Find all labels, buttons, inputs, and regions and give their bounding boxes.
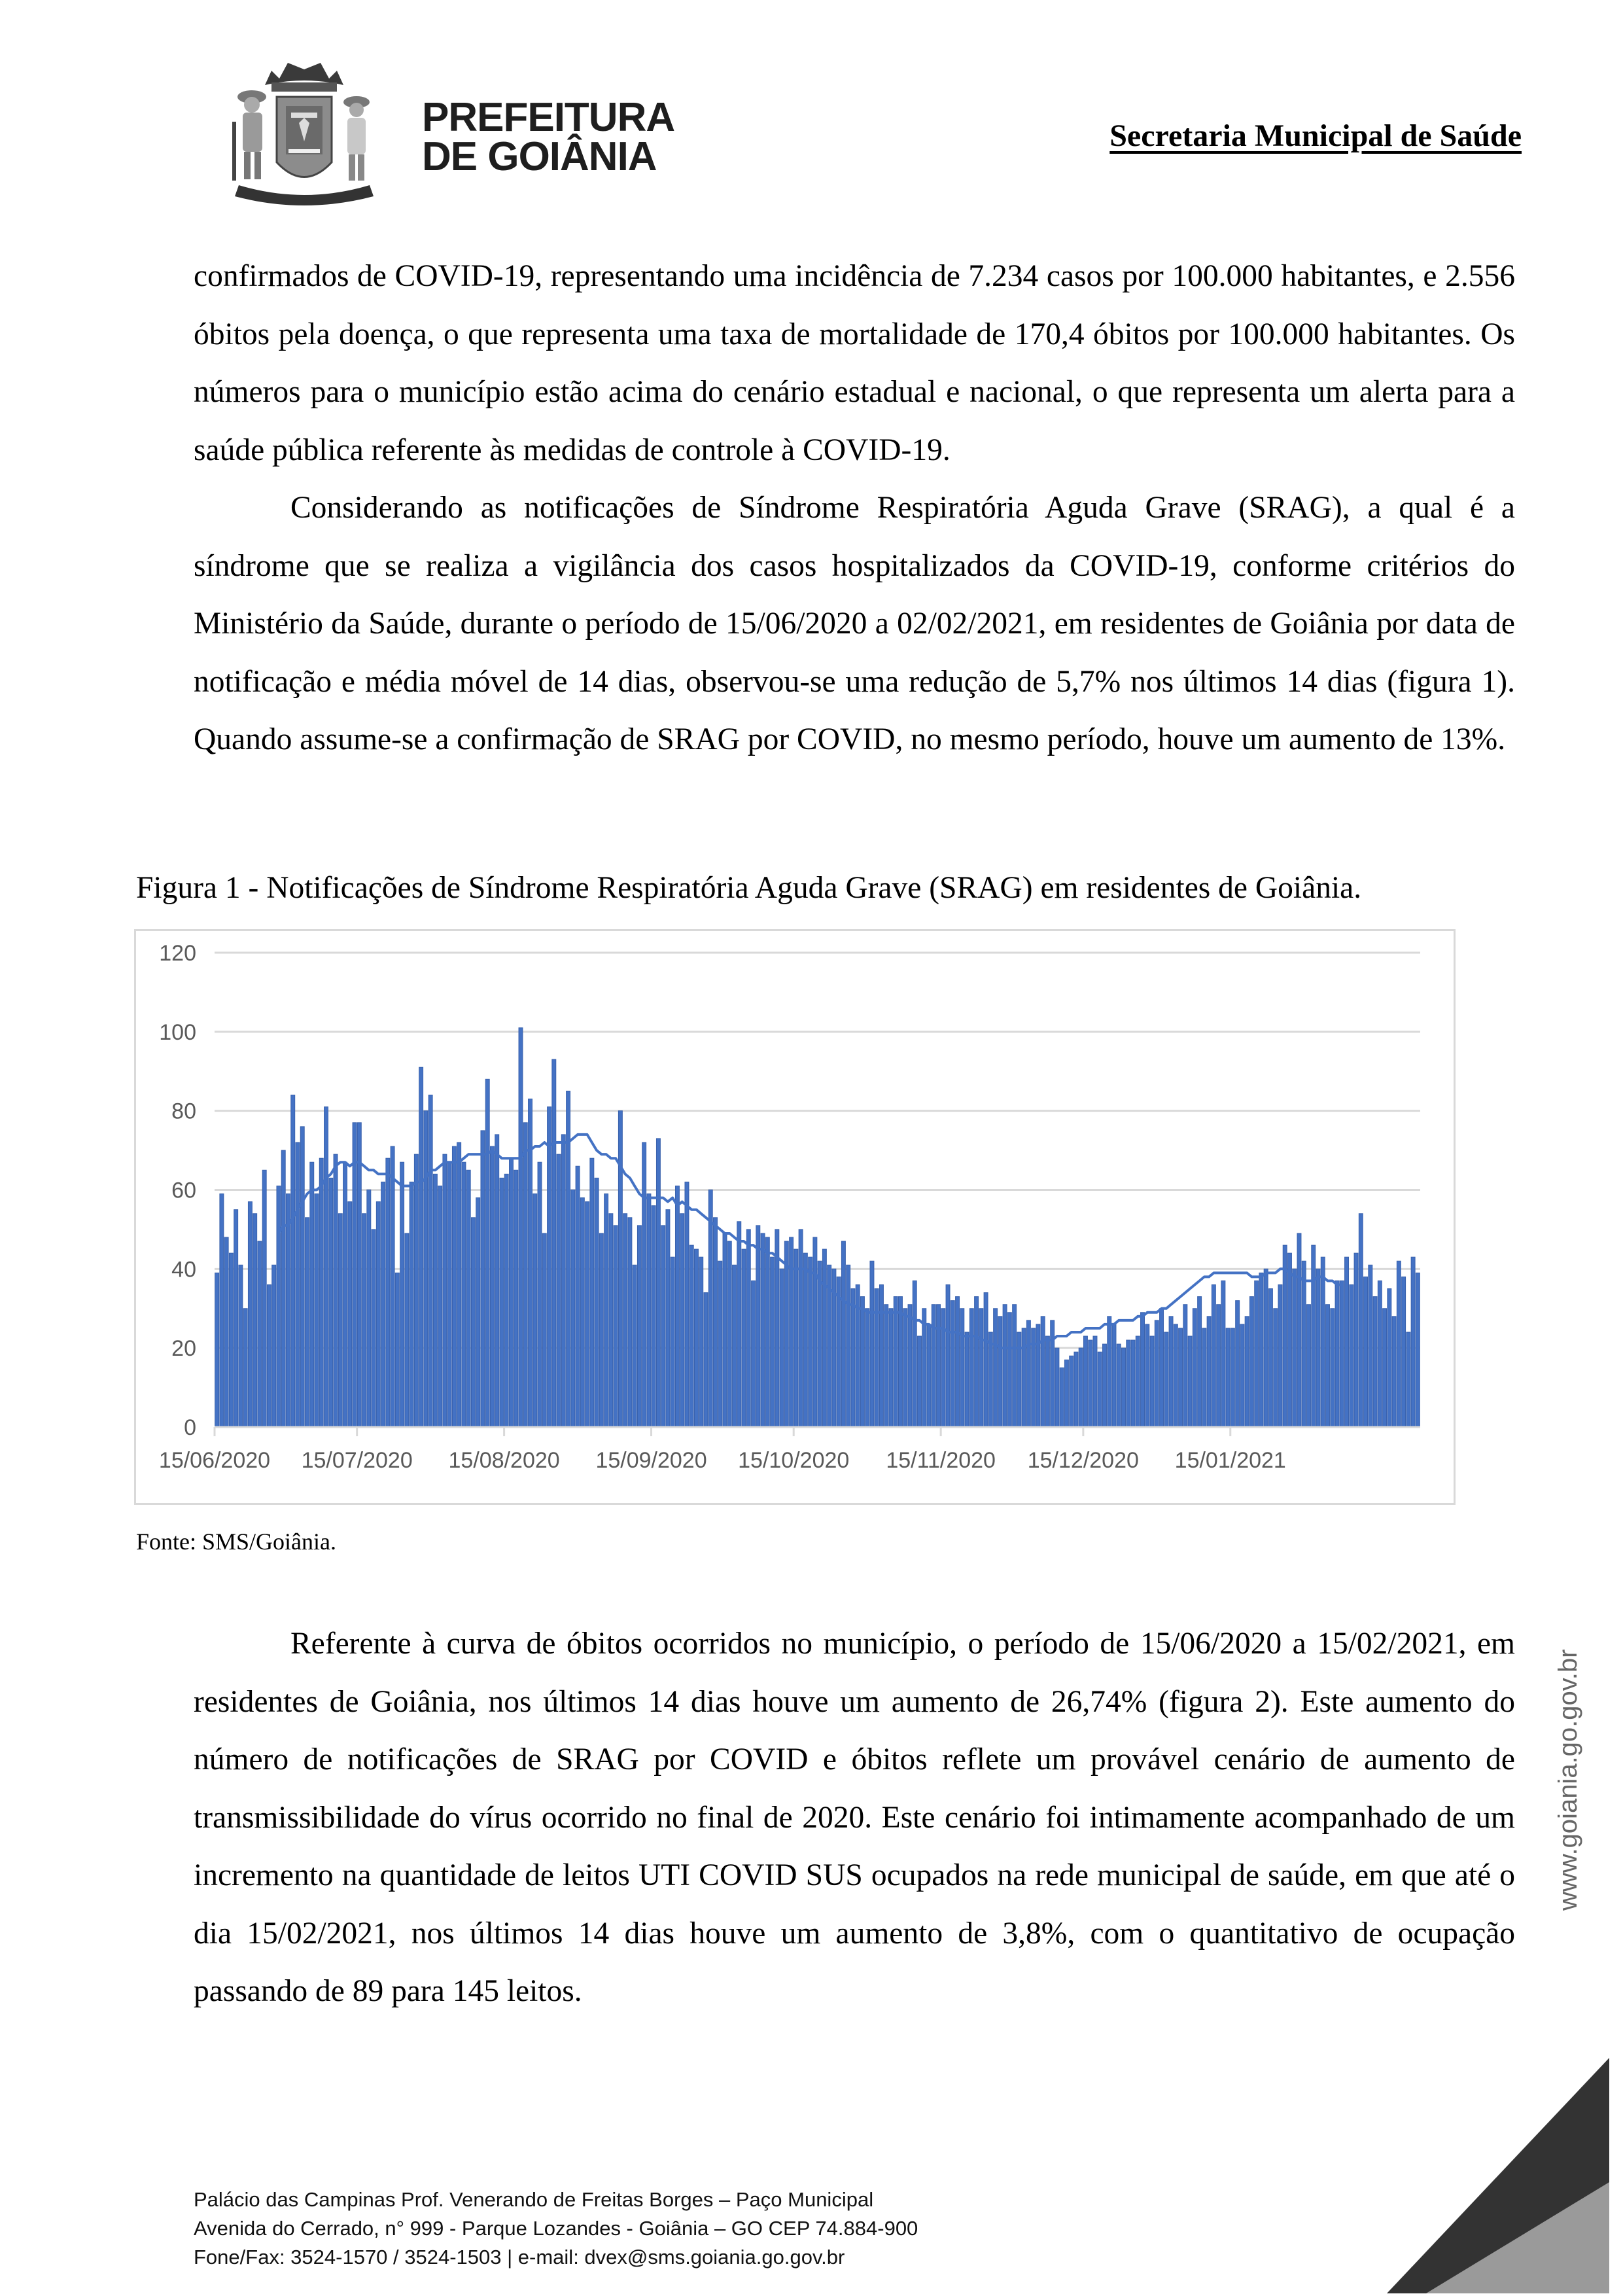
chart-bar	[1041, 1316, 1045, 1427]
chart-bar	[395, 1273, 399, 1427]
chart-bar	[652, 1206, 655, 1427]
bar-line-chart	[136, 931, 1454, 1503]
chart-bar	[1126, 1340, 1130, 1427]
chart-bar	[737, 1222, 741, 1427]
chart-bar	[267, 1285, 271, 1428]
chart-bar	[756, 1226, 760, 1427]
chart-bar	[708, 1190, 712, 1428]
chart-bar	[239, 1265, 243, 1427]
chart-bar	[262, 1170, 266, 1427]
chart-bar	[324, 1107, 328, 1427]
chart-bar	[1017, 1332, 1021, 1427]
chart-bar	[590, 1158, 594, 1427]
chart-bar	[1179, 1328, 1183, 1427]
chart-bar	[870, 1261, 874, 1427]
chart-bar	[889, 1309, 893, 1427]
y-tick-label: 60	[171, 1178, 196, 1203]
chart-bar	[1373, 1297, 1377, 1427]
chart-bar	[1335, 1280, 1339, 1427]
y-tick-label: 120	[159, 941, 196, 966]
chart-bar	[1312, 1245, 1316, 1427]
chart-bar	[813, 1237, 817, 1427]
x-tick-label: 15/09/2020	[595, 1448, 707, 1473]
chart-bar	[841, 1241, 845, 1427]
chart-bar	[908, 1305, 912, 1427]
chart-bar	[851, 1289, 855, 1427]
chart-bar	[623, 1214, 627, 1427]
chart-bar	[1174, 1324, 1178, 1427]
chart-bar	[1350, 1285, 1353, 1428]
y-tick-label: 100	[159, 1019, 196, 1045]
chart-bar	[1083, 1336, 1087, 1427]
chart-bar	[595, 1178, 599, 1427]
y-tick-label: 80	[171, 1099, 196, 1124]
chart-bar	[1155, 1320, 1159, 1427]
chart-bar	[400, 1162, 404, 1427]
x-tick-label: 15/08/2020	[448, 1448, 560, 1473]
chart-bar	[571, 1190, 575, 1428]
chart-bar	[1278, 1285, 1282, 1428]
chart-bar	[533, 1194, 537, 1427]
chart-bar	[1026, 1320, 1030, 1427]
chart-bar	[1297, 1233, 1301, 1427]
corner-decoration-icon	[1387, 2058, 1609, 2293]
chart-bar	[305, 1218, 309, 1427]
chart-bar	[253, 1214, 257, 1427]
chart-bar	[243, 1309, 247, 1427]
chart-bar	[803, 1253, 807, 1427]
chart-bar	[875, 1289, 879, 1427]
chart-bar	[291, 1095, 295, 1428]
chart-bar	[685, 1182, 689, 1427]
chart-bar	[491, 1146, 495, 1427]
chart-bar	[348, 1202, 352, 1427]
chart-bar	[609, 1214, 613, 1427]
chart-bar	[1274, 1309, 1278, 1427]
chart-bar	[1416, 1273, 1420, 1427]
chart-bar	[272, 1265, 276, 1427]
chart-bar	[1164, 1332, 1168, 1427]
chart-bar	[1079, 1348, 1083, 1427]
x-tick-label: 15/07/2020	[301, 1448, 413, 1473]
srag-chart	[134, 929, 1456, 1505]
chart-bar	[752, 1280, 756, 1427]
chart-bar	[296, 1142, 300, 1427]
chart-bar	[1364, 1277, 1368, 1427]
chart-bar	[419, 1067, 423, 1427]
chart-bar	[927, 1324, 931, 1427]
logo-line-1: PREFEITURA	[422, 95, 675, 140]
chart-bar	[1345, 1257, 1349, 1427]
chart-bar	[447, 1162, 451, 1427]
chart-bar	[979, 1309, 983, 1427]
chart-bar	[338, 1214, 342, 1427]
chart-bar	[414, 1154, 418, 1427]
chart-bar	[386, 1158, 390, 1427]
chart-bar	[879, 1285, 883, 1428]
chart-bar	[860, 1297, 864, 1427]
chart-bar	[666, 1210, 670, 1427]
paragraph-incidence: confirmados de COVID-19, representando uma incidência de 7.234 casos por 100.000 habitantes, e 2.556 óbitos pela doença, o que representa uma taxa de mortalidade de 170,4 óbitos por 100.000 habitantes. Os números para o município estão acima do cenário estadual e nacional, o que representa um alerta para a saúde pública referente às medidas de controle à COVID-19.	[194, 259, 1515, 467]
chart-bar	[215, 1273, 219, 1427]
chart-bar	[1188, 1336, 1192, 1427]
chart-bar	[561, 1135, 565, 1427]
chart-bar	[1245, 1316, 1249, 1427]
chart-bar	[714, 1218, 718, 1427]
chart-bar	[362, 1214, 366, 1427]
chart-bar	[846, 1265, 850, 1427]
chart-bar	[485, 1079, 489, 1427]
chart-bar	[1060, 1368, 1064, 1427]
chart-bar	[771, 1257, 775, 1427]
chart-bar	[913, 1280, 916, 1427]
chart-bar	[1202, 1328, 1206, 1427]
x-tick-label: 15/12/2020	[1027, 1448, 1139, 1473]
paragraph-deaths: Referente à curva de óbitos ocorridos no município, o período de 15/06/2020 a 15/02/2021, em residentes de Goiânia, nos últimos 14 dias houve um aumento de 26,74% (figura 2). Este aumento do número de notificações de SRAG por COVID e óbitos reflete um provável cenário de aumento de transmissibilidade do vírus ocorrido no final de 2020. Este cenário foi intimamente acompanhado de um incremento na quantidade de leitos UTI COVID SUS ocupados na rede municipal de saúde, em que até o dia 15/02/2021, nos últimos 14 dias houve um aumento de 3,8%, com o quantitativo de ocupação passando de 89 para 145 leitos.	[194, 1627, 1515, 2008]
chart-bar	[1169, 1316, 1173, 1427]
chart-bar	[234, 1210, 238, 1427]
chart-bar	[367, 1190, 371, 1428]
chart-bar	[998, 1316, 1002, 1427]
chart-bar	[699, 1257, 703, 1427]
chart-bar	[1321, 1257, 1325, 1427]
chart-bar	[580, 1198, 584, 1427]
chart-bar	[1160, 1309, 1164, 1427]
chart-bar	[1007, 1313, 1011, 1427]
chart-bar	[471, 1218, 475, 1427]
chart-bar	[310, 1162, 314, 1427]
chart-bar	[661, 1226, 665, 1427]
chart-bar	[946, 1285, 950, 1428]
chart-bar	[765, 1237, 769, 1427]
chart-bar	[1136, 1336, 1140, 1427]
chart-bar	[790, 1237, 794, 1427]
chart-bar	[229, 1253, 233, 1427]
footer-line-1: Palácio das Campinas Prof. Venerando de Freitas Borges – Paço Municipal	[194, 2188, 874, 2211]
y-tick-label: 40	[171, 1257, 196, 1282]
chart-bar	[438, 1186, 442, 1427]
chart-bar	[647, 1194, 651, 1427]
chart-bar	[542, 1233, 546, 1427]
chart-bar	[376, 1202, 380, 1427]
chart-bar	[557, 1154, 561, 1427]
chart-bar	[1236, 1301, 1240, 1427]
chart-bar	[1326, 1305, 1330, 1427]
chart-bar	[988, 1332, 992, 1427]
chart-bar	[975, 1297, 979, 1427]
chart-bar	[865, 1309, 869, 1427]
chart-bar	[1131, 1340, 1135, 1427]
chart-bar	[1122, 1348, 1126, 1427]
chart-bar	[1411, 1257, 1415, 1427]
chart-bar	[329, 1178, 333, 1427]
chart-bar	[495, 1135, 499, 1427]
chart-bar	[628, 1218, 632, 1427]
chart-bar	[1387, 1289, 1391, 1427]
chart-bar	[799, 1229, 803, 1427]
chart-bar	[1397, 1261, 1401, 1427]
chart-bar	[951, 1301, 954, 1427]
footer-address	[194, 2185, 918, 2272]
chart-bar	[742, 1249, 746, 1427]
chart-bar	[500, 1178, 504, 1427]
chart-bar	[932, 1305, 935, 1427]
chart-bar	[1221, 1280, 1225, 1427]
chart-bar	[941, 1309, 945, 1427]
chart-bar	[466, 1170, 470, 1427]
chart-bar	[315, 1194, 319, 1427]
chart-bar	[1230, 1328, 1234, 1427]
chart-bar	[1264, 1269, 1268, 1427]
figure-caption: Figura 1 - Notificações de Síndrome Respiratória Aguda Grave (SRAG) em residentes de Goiânia.	[136, 871, 1362, 905]
chart-bar	[884, 1305, 888, 1427]
chart-bar	[984, 1293, 988, 1427]
chart-bar	[576, 1166, 580, 1427]
chart-bar	[476, 1198, 480, 1427]
chart-bar	[1045, 1336, 1049, 1427]
chart-bar	[1212, 1285, 1215, 1428]
chart-bar	[1098, 1352, 1102, 1427]
chart-bar	[277, 1186, 281, 1427]
department-title: Secretaria Municipal de Saúde	[1109, 118, 1522, 153]
chart-bar	[746, 1229, 750, 1427]
chart-bar	[381, 1182, 385, 1427]
chart-bar	[1051, 1320, 1055, 1427]
chart-bar	[552, 1059, 556, 1427]
chart-bar	[1259, 1273, 1263, 1427]
figure-source: Fonte: SMS/Goiânia.	[136, 1528, 337, 1555]
chart-bar	[1369, 1265, 1372, 1427]
chart-bar	[1207, 1316, 1211, 1427]
chart-bar	[424, 1111, 428, 1427]
chart-bar	[994, 1309, 998, 1427]
chart-bar	[1302, 1261, 1306, 1427]
chart-bar	[794, 1249, 798, 1427]
paragraph-srag: Considerando as notificações de Síndrome Respiratória Aguda Grave (SRAG), a qual é a síndrome que se realiza a vigilância dos casos hospitalizados da COVID-19, conforme critérios do Ministério da Saúde, durante o período de 15/06/2020 a 02/02/2021, em residentes de Goiânia por data de notificação e média móvel de 14 dias, observou-se uma redução de 5,7% nos últimos 14 dias (figura 1). Quando assume-se a confirmação de SRAG por COVID, no mesmo período, houve um aumento de 13%.	[194, 491, 1515, 756]
chart-bar	[300, 1127, 304, 1427]
x-tick-label: 15/01/2021	[1174, 1448, 1286, 1473]
chart-bar	[733, 1265, 737, 1427]
chart-bar	[1112, 1324, 1116, 1427]
chart-bar	[1307, 1305, 1311, 1427]
chart-bar	[922, 1309, 926, 1427]
chart-bar	[353, 1123, 357, 1427]
chart-bar	[903, 1309, 907, 1427]
chart-bar	[443, 1154, 447, 1427]
chart-bar	[675, 1186, 679, 1427]
chart-bar	[1383, 1309, 1387, 1427]
chart-bar	[1093, 1336, 1097, 1427]
chart-bar	[1074, 1352, 1078, 1427]
chart-bar	[1070, 1356, 1073, 1427]
logo-wordmark	[422, 95, 675, 179]
chart-bar	[1378, 1280, 1382, 1427]
chart-bar	[457, 1142, 461, 1427]
chart-bar	[510, 1158, 514, 1427]
chart-bar	[1283, 1245, 1287, 1427]
logo-line-2: DE GOIÂNIA	[422, 134, 657, 179]
chart-bar	[1392, 1316, 1396, 1427]
chart-bar	[1249, 1297, 1253, 1427]
chart-bar	[286, 1194, 290, 1427]
chart-bar	[319, 1158, 323, 1427]
coat-of-arms-icon	[226, 58, 383, 207]
chart-bar	[405, 1233, 409, 1427]
chart-bar	[918, 1336, 922, 1427]
chart-bar	[894, 1297, 898, 1427]
chart-bar	[343, 1162, 347, 1427]
chart-bar	[1255, 1280, 1259, 1427]
chart-bar	[452, 1146, 456, 1427]
chart-bar	[1103, 1344, 1107, 1427]
x-tick-label: 15/11/2020	[886, 1448, 996, 1473]
chart-bar	[1359, 1214, 1363, 1427]
chart-bar	[1217, 1305, 1221, 1427]
chart-bar	[761, 1233, 765, 1427]
chart-bar	[519, 1028, 523, 1427]
chart-bar	[599, 1233, 603, 1427]
chart-bar	[656, 1139, 660, 1427]
chart-bar	[334, 1154, 338, 1427]
chart-bar	[1064, 1360, 1068, 1427]
y-tick-label: 0	[184, 1415, 196, 1440]
chart-bar	[462, 1162, 466, 1427]
chart-bar	[1268, 1289, 1272, 1427]
x-tick-label: 15/06/2020	[158, 1448, 271, 1473]
chart-bar	[899, 1297, 903, 1427]
chart-bar	[1117, 1344, 1121, 1427]
chart-bar	[428, 1095, 432, 1428]
footer-line-2: Avenida do Cerrado, n° 999 - Parque Lozandes - Goiânia – GO CEP 74.884-900	[194, 2217, 918, 2240]
chart-bar	[680, 1214, 684, 1427]
chart-bar	[1108, 1316, 1111, 1427]
chart-bar	[937, 1305, 941, 1427]
footer-line-3: Fone/Fax: 3524-1570 / 3524-1503 | e-mail: dvex@sms.goiania.go.gov.br	[194, 2246, 845, 2269]
chart-bar	[809, 1257, 812, 1427]
chart-bar	[1402, 1277, 1406, 1427]
chart-bar	[433, 1174, 437, 1427]
chart-bar	[538, 1162, 542, 1427]
chart-bar	[481, 1131, 485, 1427]
chart-bar	[224, 1237, 228, 1427]
chart-bar	[1089, 1340, 1092, 1427]
chart-bar	[1226, 1328, 1230, 1427]
chart-bar	[723, 1233, 727, 1427]
chart-bar	[1354, 1253, 1358, 1427]
chart-bar	[1406, 1332, 1410, 1427]
chart-bar	[718, 1261, 722, 1427]
chart-bar	[1022, 1328, 1026, 1427]
x-tick-label: 15/10/2020	[738, 1448, 850, 1473]
prefeitura-logo	[226, 58, 675, 207]
chart-bar	[695, 1249, 699, 1427]
chart-bar	[372, 1229, 375, 1427]
chart-bar	[633, 1265, 637, 1427]
chart-bar	[704, 1293, 708, 1427]
chart-bar	[784, 1241, 788, 1427]
chart-bar	[604, 1194, 608, 1427]
chart-bar	[637, 1226, 641, 1427]
chart-bar	[281, 1150, 285, 1427]
chart-bar	[548, 1107, 551, 1427]
chart-bar	[671, 1257, 674, 1427]
chart-bar	[956, 1297, 960, 1427]
chart-bar	[614, 1226, 618, 1427]
chart-bar	[822, 1249, 826, 1427]
chart-bar	[1293, 1269, 1297, 1427]
chart-bar	[1331, 1309, 1335, 1427]
chart-bar	[1240, 1324, 1244, 1427]
chart-bar	[523, 1123, 527, 1427]
chart-bar	[1287, 1253, 1291, 1427]
chart-bar	[391, 1146, 394, 1427]
chart-bar	[1198, 1297, 1202, 1427]
chart-bar	[248, 1202, 252, 1427]
chart-bar	[1150, 1336, 1154, 1427]
chart-bar	[504, 1174, 508, 1427]
chart-bar	[585, 1202, 589, 1427]
chart-bar	[969, 1309, 973, 1427]
chart-bar	[642, 1142, 646, 1427]
chart-bar	[818, 1261, 822, 1427]
chart-bar	[1316, 1269, 1320, 1427]
chart-bar	[1183, 1305, 1187, 1427]
chart-bar	[1145, 1324, 1149, 1427]
chart-bar	[1003, 1305, 1007, 1427]
chart-bar	[1193, 1309, 1196, 1427]
chart-bar	[727, 1241, 731, 1427]
chart-bar	[960, 1309, 964, 1427]
chart-bar	[1340, 1280, 1344, 1427]
chart-bar	[618, 1111, 622, 1427]
chart-bar	[220, 1194, 224, 1427]
chart-bar	[689, 1245, 693, 1427]
chart-bar	[410, 1182, 413, 1427]
chart-bar	[1141, 1313, 1145, 1427]
y-tick-label: 20	[171, 1336, 196, 1362]
chart-bar	[514, 1170, 518, 1427]
chart-bar	[1036, 1324, 1040, 1427]
chart-bar	[965, 1332, 969, 1427]
chart-bar	[780, 1269, 784, 1427]
chart-bar	[357, 1123, 361, 1427]
chart-bar	[1013, 1305, 1017, 1427]
chart-bar	[258, 1241, 262, 1427]
chart-bar	[1055, 1348, 1059, 1427]
